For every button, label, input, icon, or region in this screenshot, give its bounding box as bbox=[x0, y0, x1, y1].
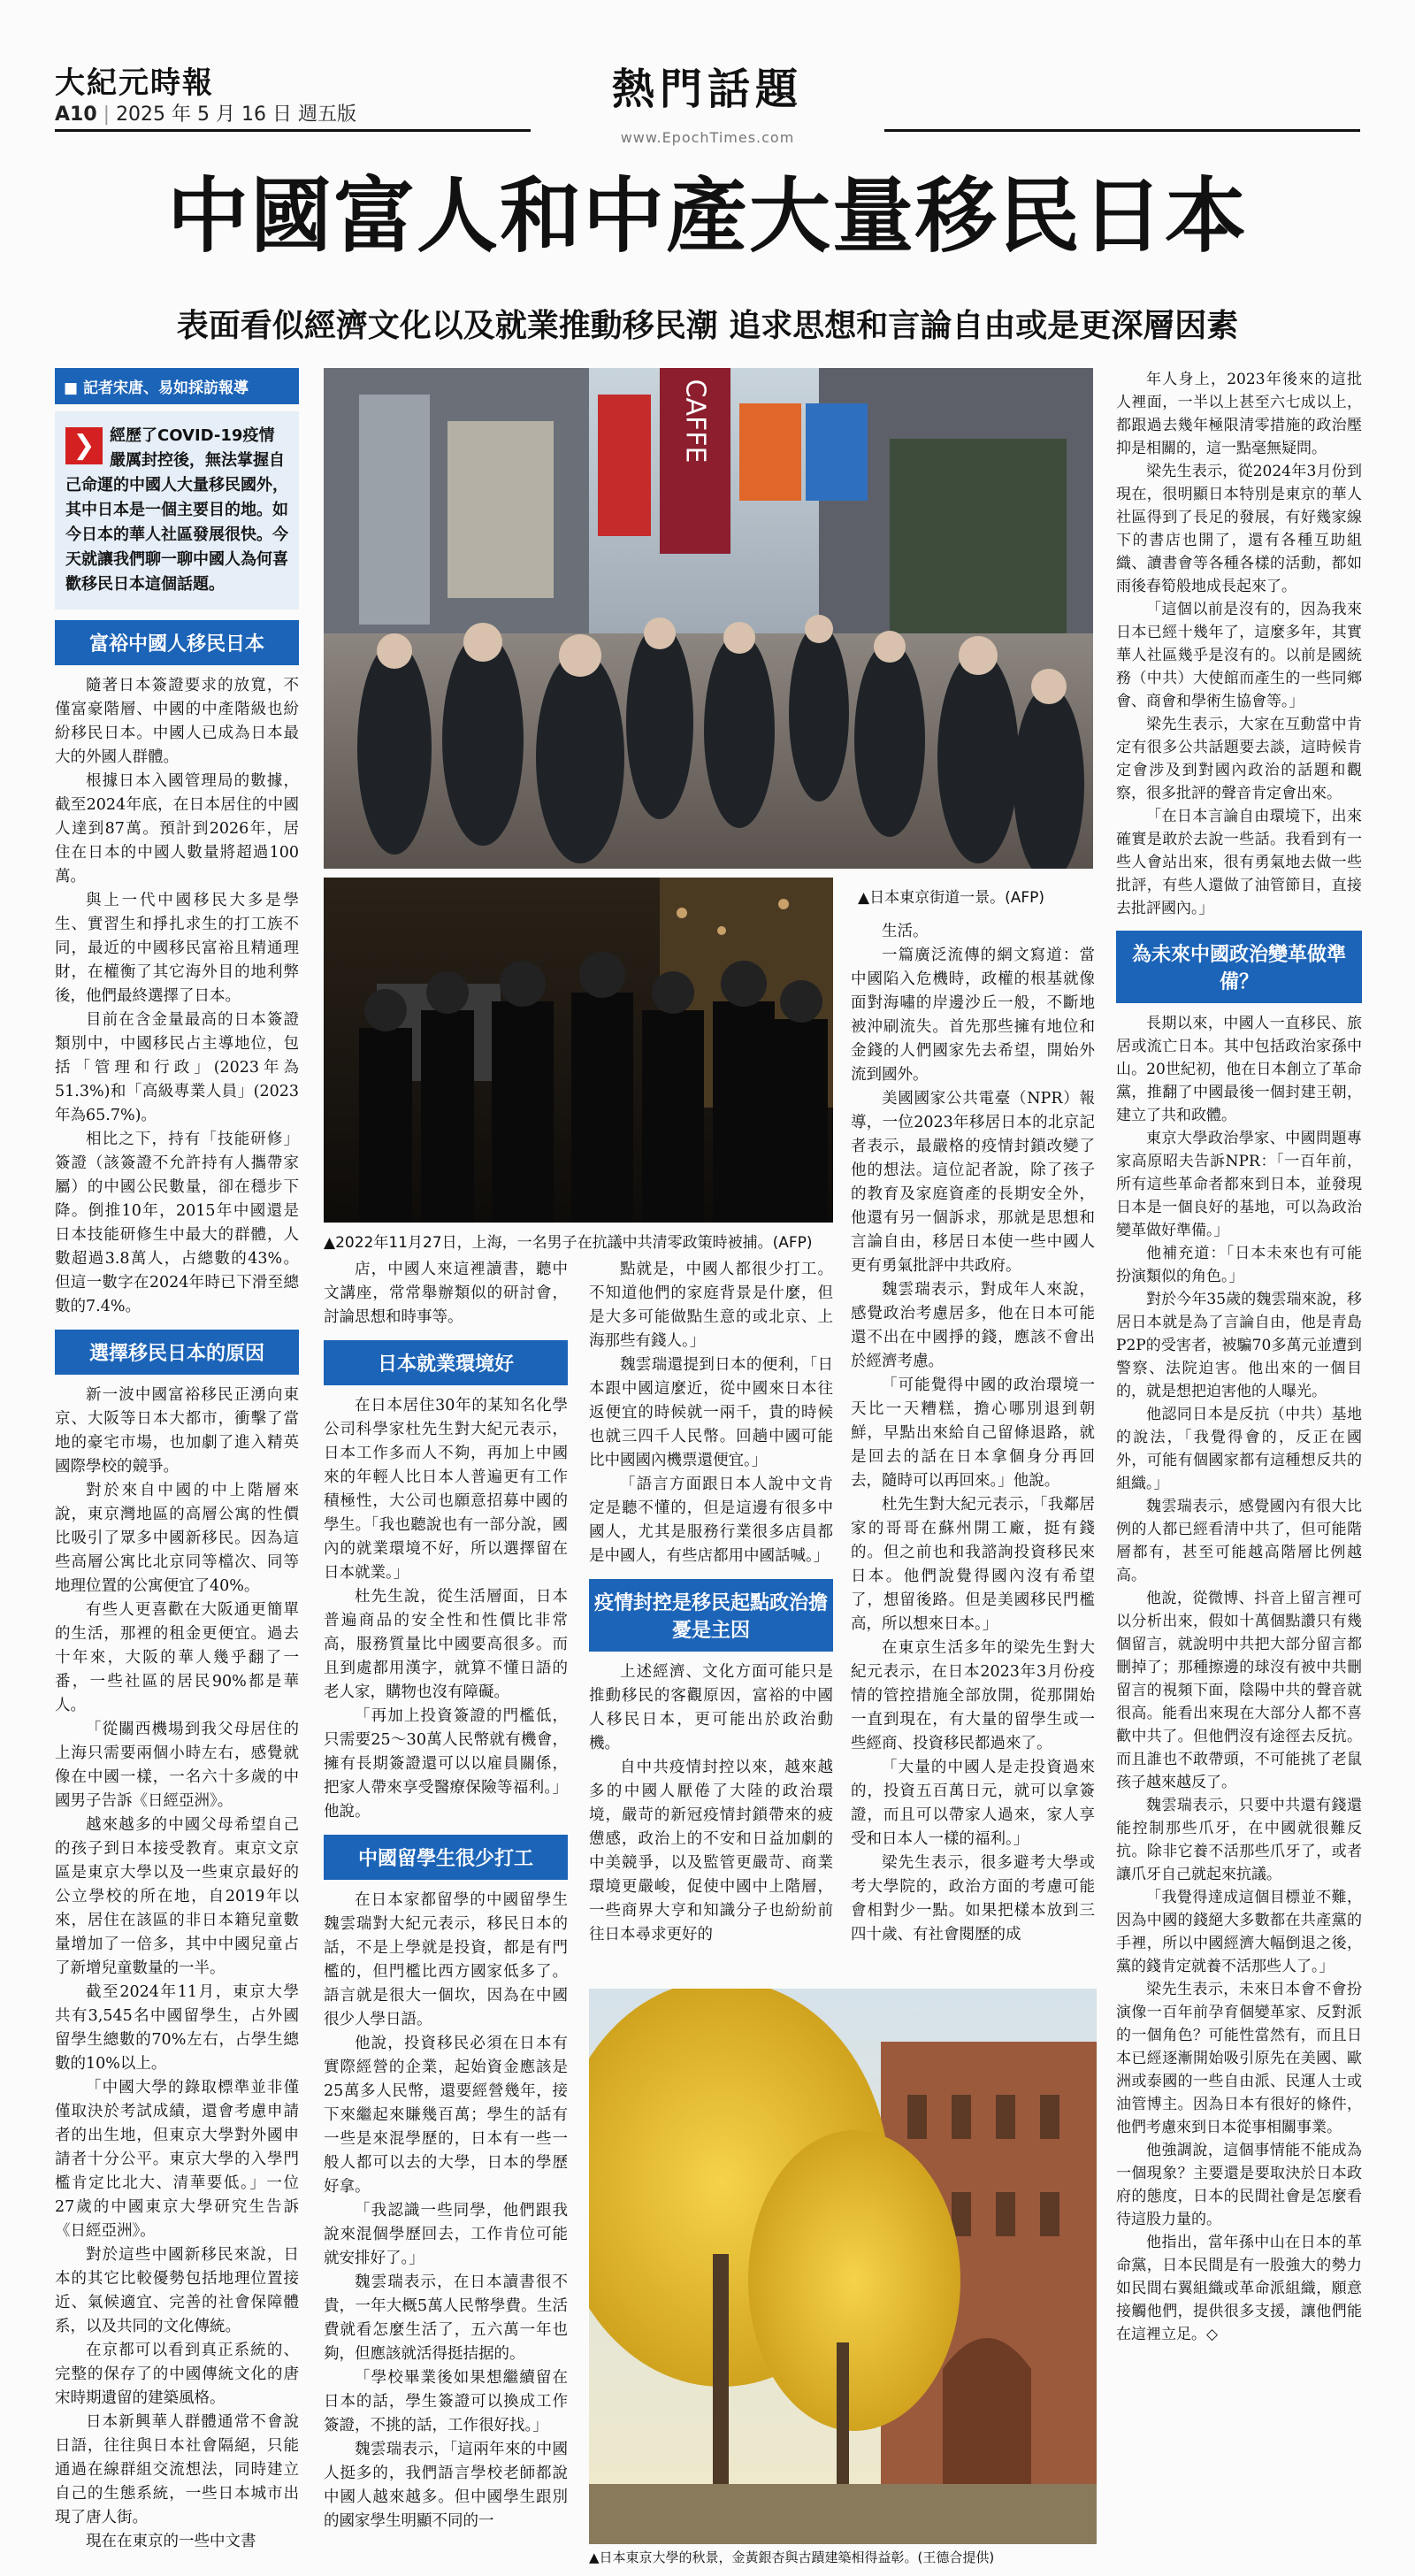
section-title: 熱門話題 bbox=[611, 65, 803, 114]
protest-illustration bbox=[324, 878, 833, 1223]
intro-text: 經歷了COVID-19疫情嚴厲封控後，無法掌握自己命運的中國人大量移民國外，其中日本是一個主要目的地。如今日本的華人社區發展很快。今天就讓我們聊一聊中國人為何喜歡移民日本這個話題。 bbox=[65, 426, 288, 594]
paragraph: 對於來自中國的中上階層來說，東京灣地區的高層公寓的性價比吸引了眾多中國新移民。因為這些高層公寓比北京同等檔次、同等地理位置的公寓便宜了40%。 bbox=[55, 1482, 299, 1595]
paragraph: 魏雲瑞表示，對成年人來說，感覺政治考慮居多，他在日本可能還不出在中國掙的錢，應該不會出於經濟考慮。 bbox=[851, 1281, 1095, 1370]
paragraph: 自中共疫情封控以來，越來越多的中國人厭倦了大陸的政治環境，嚴苛的新冠疫情封鎖帶來的疲憊感，政治上的不安和日益加劇的中美競爭，以及監管更嚴苛、商業環境更嚴峻，促使中國中上階層，一些商界大亨和知識分子也紛紛前往日本尋求更好的 bbox=[589, 1759, 833, 1944]
subtitle-lockdown: 疫情封控是移民起點政治擔憂是主因 bbox=[589, 1579, 833, 1652]
column-4 bbox=[851, 920, 1095, 1947]
paragraph: 「中國大學的錄取標準並非僅僅取決於考試成績，還會考慮申請者的出生地，但東京大學對外國申請者十分公平。東京大學的入學門檻肯定比北大、清華要低。」一位27歲的中國東京大學研究生告訴《日經亞洲》。 bbox=[55, 2079, 299, 2240]
subheadline: 表面看似經濟文化以及就業推動移民潮 追求思想和言論自由或是更深層因素 bbox=[176, 308, 1239, 344]
tokyo-street-illustration bbox=[324, 368, 1093, 869]
subtitle-future-change: 為未來中國政治變革做準備？ bbox=[1116, 931, 1362, 1003]
column-3 bbox=[589, 1258, 833, 1947]
paragraph: 梁先生表示，從2024年3月份到現在，很明顯日本特別是東京的華人社區得到了長足的發展，有好幾家線下的書店也開了，還有各種互助組織、讀書會等各種各樣的活動，都如雨後春筍般地成長起來了。 bbox=[1116, 463, 1362, 595]
svg-text:CAFFE: CAFFE bbox=[679, 379, 711, 464]
chevron-right-icon: ❯ bbox=[65, 427, 103, 464]
paragraph: 越來越多的中國父母希望自己的孩子到日本接受教育。東京文京區是東京大學以及一些東京最好的公立學校的所在地，自2019年以來，居住在該區的非日本籍兒童數量增加了一倍多，其中中國兒童占了新增兒童數量的一半。 bbox=[55, 1816, 299, 1977]
paragraph: 年人身上，2023年後來的這批人裡面，一半以上甚至六七成以上，都跟過去幾年極限清零措施的政治壓抑是相關的，這一點毫無疑問。 bbox=[1116, 371, 1362, 457]
photo-tokyo-university bbox=[589, 1989, 1097, 2544]
paragraph: 他指出，當年孫中山在日本的革命黨，日本民間是有一股強大的勢力如民間右翼組織或革命派組織，願意接觸他們，提供很多支援，讓他們能在這裡立足。◇ bbox=[1116, 2234, 1362, 2343]
paragraph: 相比之下，持有「技能研修」簽證（該簽證不允許持有人攜帶家屬）的中國公民數量，卻在穩步下降。倒推10年，2015年中國還是日本技能研修生中最大的群體，人數超過3.8萬人，占總數的43%。但這一數字在2024年時已下滑至總數的7.4%。 bbox=[55, 1131, 299, 1315]
paragraph: 「再加上投資簽證的門檻低，只需要25～30萬人民幣就有機會，擁有長期簽證還可以以雇員關係，把家人帶來享受醫療保險等福利。」他說。 bbox=[324, 1707, 568, 1821]
paragraph: 新一波中國富裕移民正湧向東京、大阪等日本大都市，衝擊了當地的豪宅市場，也加劇了進入精英國際學校的競爭。 bbox=[55, 1386, 299, 1476]
paragraph: 隨著日本簽證要求的放寬，不僅富豪階層、中國的中產階級也紛紛移民日本。中國人已成為日本最大的外國人群體。 bbox=[55, 677, 299, 766]
paragraph: 梁先生表示，大家在互動當中肯定有很多公共話題要去談，這時候肯定會涉及到對國內政治的話題和觀察，很多批評的聲音肯定會出來。 bbox=[1116, 716, 1362, 802]
paragraph: 有些人更喜歡在大阪通更簡單的生活，那裡的租金更便宜。過去十年來，大阪的華人幾乎翻了一番，一些社區的居民90%都是華人。 bbox=[55, 1601, 299, 1714]
subtitle-students: 中國留學生很少打工 bbox=[324, 1835, 568, 1880]
intro-box bbox=[55, 411, 299, 610]
paragraph: 「可能覺得中國的政治環境一天比一天糟糕，擔心哪別退到朝鮮，早點出來給自己留條退路，就是回去的話在日本拿個身分再回去，隨時可以再回來。」他說。 bbox=[851, 1376, 1095, 1490]
paragraph: 截至2024年11月，東京大學共有3,545名中國留學生，占外國留學生總數的70%左右，占學生總數的10%以上。 bbox=[55, 1983, 299, 2073]
col1-block2 bbox=[55, 1384, 299, 2554]
caption-tokyo-street: ▲日本東京街道一景。(AFP) bbox=[858, 889, 1044, 907]
paragraph: 在日本家都留學的中國留學生魏雲瑞對大紀元表示，移民日本的話，不是上學就是投資，都是有門檻的，但門檻比西方國家低多了。語言就是很大一個坎，因為在中國很少人學日語。 bbox=[324, 1891, 568, 2028]
subtitle-reasons: 選擇移民日本的原因 bbox=[55, 1330, 299, 1375]
paragraph: 「我覺得達成這個目標並不難，因為中國的錢絕大多數都在共產黨的手裡，所以中國經濟大幅倒退之後，黨的錢肯定就養不活那些人了。」 bbox=[1116, 1889, 1362, 1975]
column-1 bbox=[55, 368, 299, 2554]
paragraph: 「我認識一些同學，他們跟我說來混個學歷回去，工作肯位可能就安排好了。」 bbox=[324, 2202, 568, 2267]
masthead-logo: 大紀元時報 bbox=[55, 65, 214, 101]
paragraph: 日本新興華人群體通常不會說日語，往往與日本社會隔絕，只能通過在線群組交流想法，同時建立自己的生態系統，一些日本城市出現了唐人街。 bbox=[55, 2413, 299, 2526]
paragraph: 「這個以前是沒有的，因為我來日本已經十幾年了，這麼多年，其實華人社區幾乎是沒有的。以前是國統務（中共）大使館而產生的一些同鄉會、商會和學術生協會等。」 bbox=[1116, 601, 1362, 710]
paragraph: 店，中國人來這裡讀書，聽中文講座，常常舉辦類似的研討會，討論思想和時事等。 bbox=[324, 1261, 568, 1326]
headline: 中國富人和中產大量移民日本 bbox=[166, 168, 1248, 264]
paragraph: 他認同日本是反抗（中共）基地的說法，「我覺得會的，反正在國外，可能有個國家都有這種想反共的組織。」 bbox=[1116, 1406, 1362, 1492]
paragraph: 他補充道：「日本未來也有可能扮演類似的角色。」 bbox=[1116, 1245, 1362, 1285]
paragraph: 杜先生對大紀元表示，「我鄰居家的哥哥在蘇州開工廠，挺有錢的。但之前也和我諮詢投資移民來日本。他們說覺得國內沒有希望了，想留後路。但是美國移民門檻高，所以想來日本。」 bbox=[851, 1496, 1095, 1633]
paragraph: 「在日本言論自由環境下，出來確實是敢於去說一些話。我看到有一些人會站出來，很有勇氣地去做一些批評，有些人還做了油管節目，直接去批評國內。」 bbox=[1116, 808, 1362, 917]
page-info: A10 | 2025 年 5 月 16 日 週五版 bbox=[55, 104, 357, 126]
paragraph: 魏雲瑞還提到日本的便利，「日本跟中國這麼近，從中國來日本往返便宜的時候就一兩千，貴的時候也就三四千人民幣。回趟中國可能比中國國內機票還便宜。」 bbox=[589, 1356, 833, 1469]
page-number: A10 bbox=[55, 104, 97, 126]
paragraph: 上述經濟、文化方面可能只是推動移民的客觀原因，富裕的中國人移民日本，更可能出於政治動機。 bbox=[589, 1663, 833, 1752]
col1-block1 bbox=[55, 674, 299, 1319]
paragraph: 「語言方面跟日本人說中文肯定是聽不懂的，但是這邊有很多中國人，尤其是服務行業很多店員都是中國人，有些店都用中國話喊。」 bbox=[589, 1476, 833, 1565]
paragraph: 長期以來，中國人一直移民、旅居或流亡日本。其中包括政治家孫中山。20世紀初，他在日本創立了革命黨，推翻了中國最後一個封建王朝，建立了共和政體。 bbox=[1116, 1015, 1362, 1124]
photo-tokyo-street bbox=[324, 368, 1093, 869]
photo-shanghai-protest bbox=[324, 878, 833, 1223]
paragraph: 杜先生說，從生活層面，日本普遍商品的安全性和性價比非常高，服務質量比中國要高很多。而且到處都用漢字，就算不懂日語的老人家，購物也沒有障礙。 bbox=[324, 1588, 568, 1701]
caption-shanghai-protest: ▲2022年11月27日，上海，一名男子在抗議中共清零政策時被捕。(AFP) bbox=[324, 1234, 813, 1252]
paragraph: 魏雲瑞表示，「這兩年來的中國人挺多的，我們語言學校老師都說中國人越來越多。但中國學生跟別的國家學生明顯不同的一 bbox=[324, 2441, 568, 2530]
paragraph: 對於這些中國新移民來說，日本的其它比較優勢包括地理位置接近、氣候適宜、完善的社會保障體系，以及共同的文化傳統。 bbox=[55, 2246, 299, 2335]
paragraph: 魏雲瑞表示，感覺國內有很大比例的人都已經看清中共了，但可能階層都有，甚至可能越高階層比例越高。 bbox=[1116, 1498, 1362, 1584]
paragraph: 在日本居住30年的某知名化學公司科學家杜先生對大紀元表示，日本工作多而人不夠，再加上中國來的年輕人比日本人普遍更有工作積極性，大公司也願意招募中國的學生。「我也聽說也有一部分說，國內的就業環境不好，所以選擇留在日本就業。」 bbox=[324, 1397, 568, 1582]
paragraph: 根據日本入國管理局的數據，截至2024年底，在日本居住的中國人達到87萬。預計到2026年，居住在日本的中國人數量將超過100萬。 bbox=[55, 772, 299, 886]
column-5 bbox=[1116, 368, 1362, 2346]
paragraph: 東京大學政治學家、中國問題專家高原昭夫告訴NPR：「一百年前，所有這些革命者都來到日本，並發現日本是一個良好的基地，可以為政治變革做好準備。」 bbox=[1116, 1130, 1362, 1239]
paragraph: 「大量的中國人是走投資過來的，投資五百萬日元，就可以拿簽證，而且可以帶家人過來，家人享受和日本人一樣的福利。」 bbox=[851, 1759, 1095, 1848]
paragraph: 他強調說，這個事情能不能成為一個現象？主要還是要取決於日本政府的態度，日本的民間社會是怎麼看待這股力量的。 bbox=[1116, 2142, 1362, 2228]
paragraph: 美國國家公共電臺（NPR）報導，一位2023年移居日本的北京記者表示，最嚴格的疫情封鎖改變了他的想法。這位記者說，除了孩子的教育及家庭資產的長期安全外，他還有另一個訴求，那就是思想和言論自由，移居日本使一些中國人更有勇氣批評中共政府。 bbox=[851, 1090, 1095, 1275]
paragraph: 梁先生表示，很多避考大學或考大學院的，政治方面的考慮可能會相對少一點。如果把樣本放到三四十歲、有社會閱歷的成 bbox=[851, 1854, 1095, 1944]
paragraph: 在東京生活多年的梁先生對大紀元表示，在日本2023年3月份疫情的管控措施全部放開，從那開始一直到現在，有大量的留學生或一些經商、投資移民都過來了。 bbox=[851, 1639, 1095, 1752]
paragraph: 他說，投資移民必須在日本有實際經營的企業，起始資金應該是25萬多人民幣，還要經營幾年，接下來繼起來賺幾百萬；學生的話有一些是來混學歷的，日本有一些一般人都可以去的大學，日本的學歷好拿。 bbox=[324, 2035, 568, 2196]
paragraph: 「從關西機場到我父母居住的上海只需要兩個小時左右，感覺就像在中國一樣，一名六十多歲的中國男子告訴《日經亞洲》。 bbox=[55, 1721, 299, 1810]
paragraph: 一篇廣泛流傳的網文寫道：當中國陷入危機時，政權的根基就像面對海嘯的岸邊沙丘一般，不斷地被沖刷流失。首先那些擁有地位和金錢的人們國家先去希望，開始外流到國外。 bbox=[851, 947, 1095, 1084]
subtitle-wealthy-migration: 富裕中國人移民日本 bbox=[55, 620, 299, 665]
site-url: www.EpochTimes.com bbox=[531, 129, 884, 146]
paragraph: 「學校畢業後如果想繼續留在日本的話，學生簽證可以換成工作簽證，不挑的話，工作很好找。」 bbox=[324, 2369, 568, 2434]
paragraph: 梁先生表示，未來日本會不會扮演像一百年前孕育個變革家、反對派的一個角色？可能性當然有，而且日本已經逐漸開始吸引原先在美國、歐洲或泰國的一些自由派、民運人士或油管博主。因為日本有很好的條件，他們考慮來到日本從事相關事業。 bbox=[1116, 1981, 1362, 2136]
caption-tokyo-university: ▲日本東京大學的秋景，金黃銀杏與古蹟建築相得益彰。(王德合提供) bbox=[589, 2549, 995, 2565]
issue-date: 2025 年 5 月 16 日 週五版 bbox=[116, 104, 357, 126]
ginkgo-campus-illustration bbox=[589, 1989, 1097, 2544]
paragraph: 生活。 bbox=[882, 923, 929, 940]
paragraph: 點就是，中國人都很少打工。不知道他們的家庭背景是什麼，但是大多可能做點生意的或北京、上海那些有錢人。」 bbox=[589, 1261, 833, 1350]
paragraph: 魏雲瑞表示，在日本讀書很不貴，一年大概5萬人民幣學費。生活費就看怎麼生活了，五六萬一年也夠，但應該就活得挺拮据的。 bbox=[324, 2273, 568, 2363]
paragraph: 現在在東京的一些中文書 bbox=[86, 2533, 256, 2550]
byline: ■ 記者宋唐、易如採訪報導 bbox=[55, 368, 299, 404]
subtitle-employment: 日本就業環境好 bbox=[324, 1340, 568, 1385]
paragraph: 他說，從微博、抖音上留言裡可以分析出來，假如十萬個點讚只有幾個留言，就說明中共把大部分留言都刪掉了；那種擦邊的球沒有被中共刪留言的視頻下面，陰陽中共的聲音就很高。能看出來現在大部分人都不喜歡中共了。但他們沒有途徑去反抗。而且誰也不敢帶頭，不可能挑了老鼠孩子越來越反了。 bbox=[1116, 1590, 1362, 1791]
paragraph: 對於今年35歲的魏雲瑞來說，移居日本就是為了言論自由，他是青島P2P的受害者，被騙70多萬元並遭到警察、法院迫害。他出來的一個目的，就是想把迫害他的人曝光。 bbox=[1116, 1291, 1362, 1400]
paragraph: 在京都可以看到真正系統的、完整的保存了的中國傳統文化的唐宋時期遺留的建築風格。 bbox=[55, 2342, 299, 2407]
column-2 bbox=[324, 1258, 568, 2534]
paragraph: 目前在含金量最高的日本簽證類別中，中國移民占主導地位，包括「管理和行政」(2023年為51.3%)和「高級專業人員」(2023年為65.7%)。 bbox=[55, 1011, 299, 1124]
paragraph: 魏雲瑞表示，只要中共還有錢還能控制那些爪牙，在中國就很難反抗。除非它養不活那些爪牙了，或者讓爪牙自己就起來抗議。 bbox=[1116, 1797, 1362, 1883]
paragraph: 與上一代中國移民大多是學生、實習生和掙扎求生的打工族不同，最近的中國移民富裕且精通理財，在權衡了其它海外目的地利弊後，他們最終選擇了日本。 bbox=[55, 892, 299, 1005]
